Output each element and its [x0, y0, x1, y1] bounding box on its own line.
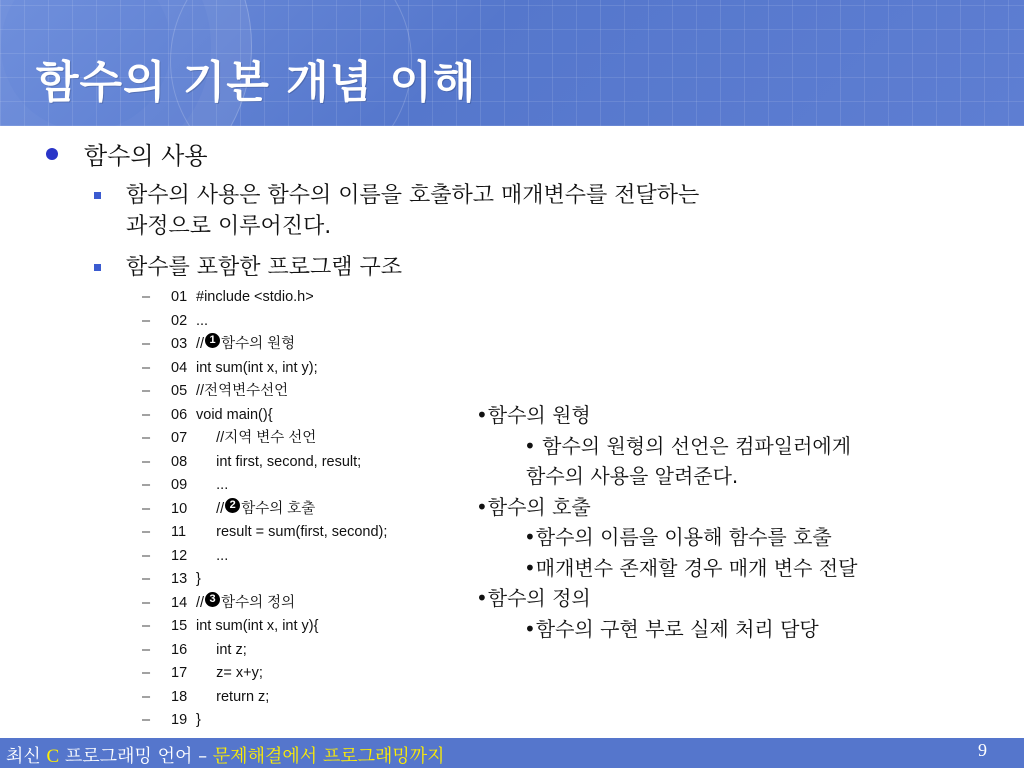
- line-number: 14: [171, 594, 188, 611]
- explanation-notes: [476, 400, 857, 644]
- code-line: [142, 474, 387, 498]
- code-text: int sum(int x, int y);: [196, 359, 318, 376]
- code-text: //: [196, 336, 205, 352]
- code-text: int sum(int x, int y){: [196, 618, 319, 634]
- dash-bullet-icon: –: [142, 430, 151, 446]
- note-prototype-desc1: • 함수의 원형의 선언은 컴파일러에게: [524, 433, 852, 458]
- line-number: 01: [171, 289, 188, 305]
- dash-bullet-icon: –: [142, 712, 151, 728]
- line-number: 03: [171, 336, 188, 352]
- code-line: [142, 521, 387, 545]
- line-number: 18: [171, 688, 188, 705]
- code-line: [142, 380, 387, 404]
- bullet-level1-text: 함수의 사용: [84, 142, 208, 170]
- bullet-level2-usage: [94, 180, 699, 242]
- code-line: [142, 451, 387, 475]
- line-number: 02: [171, 312, 188, 329]
- line-number: 16: [171, 641, 188, 658]
- line-number: 13: [171, 571, 188, 587]
- footer-c-letter: C: [46, 746, 60, 767]
- code-text: return z;: [196, 688, 270, 705]
- code-line: [142, 615, 387, 639]
- slide-title: 함수의 기본 개념 이해: [36, 57, 477, 108]
- dash-bullet-icon: –: [142, 359, 151, 376]
- dash-bullet-icon: –: [142, 336, 151, 352]
- page-number: 9: [978, 740, 987, 760]
- dash-bullet-icon: –: [142, 500, 151, 517]
- square-bullet-icon: [94, 192, 101, 199]
- code-listing: [142, 286, 387, 733]
- code-text: //: [196, 500, 225, 517]
- dash-bullet-icon: –: [142, 594, 151, 611]
- code-comment: 함수의 원형: [221, 336, 296, 352]
- bullet-dot-icon: [46, 148, 58, 160]
- dash-bullet-icon: –: [142, 641, 151, 658]
- step-number-badge: 2: [225, 498, 240, 513]
- note-definition-desc: •함수의 구현 부로 실제 처리 담당: [524, 616, 819, 641]
- code-line: [142, 686, 387, 710]
- usage-line2: 과정으로 이루어진다.: [126, 214, 332, 239]
- code-line: [142, 545, 387, 569]
- note-call: •함수의 호출: [476, 494, 591, 519]
- bullet-level2-structure: [94, 252, 402, 283]
- dash-bullet-icon: –: [142, 289, 151, 305]
- footer-prefix: 최신: [6, 746, 47, 767]
- code-text: result = sum(first, second);: [196, 524, 388, 540]
- code-line: [142, 404, 387, 428]
- dash-bullet-icon: –: [142, 406, 151, 423]
- dash-bullet-icon: –: [142, 688, 151, 705]
- dash-bullet-icon: –: [142, 571, 151, 587]
- code-text: int first, second, result;: [196, 453, 362, 470]
- note-prototype: •함수의 원형: [476, 403, 591, 427]
- line-number: 12: [171, 547, 188, 564]
- step-number-badge: 3: [205, 592, 220, 607]
- note-call-desc2: •매개변수 존재할 경우 매개 변수 전달: [524, 555, 858, 580]
- dash-bullet-icon: –: [142, 312, 151, 329]
- dash-bullet-icon: –: [142, 618, 151, 634]
- structure-text: 함수를 포함한 프로그램 구조: [126, 255, 403, 280]
- code-comment: 함수의 정의: [221, 594, 296, 611]
- usage-line1: 함수의 사용은 함수의 이름을 호출하고 매개변수를 전달하는: [126, 183, 700, 208]
- code-text: //지역 변수 선언: [196, 430, 317, 446]
- code-line: [142, 286, 387, 310]
- code-text: z= x+y;: [196, 665, 263, 681]
- step-number-badge: 1: [205, 333, 220, 348]
- line-number: 06: [171, 406, 188, 423]
- square-bullet-icon: [94, 264, 101, 271]
- code-line: [142, 427, 387, 451]
- code-text: int z;: [196, 641, 247, 658]
- code-comment: 함수의 호출: [241, 500, 316, 517]
- dash-bullet-icon: –: [142, 524, 151, 540]
- code-text: }: [196, 712, 201, 728]
- line-number: 08: [171, 453, 188, 470]
- code-line: [142, 709, 387, 733]
- bullet-level1: [44, 136, 208, 171]
- line-number: 17: [171, 665, 188, 681]
- line-number: 05: [171, 383, 188, 399]
- code-text: //: [196, 594, 205, 611]
- footer-middle: 프로그래밍 언어 –: [59, 746, 213, 767]
- code-line: [142, 639, 387, 663]
- code-line: [142, 662, 387, 686]
- code-text: //전역변수선언: [196, 383, 289, 399]
- dash-bullet-icon: –: [142, 383, 151, 399]
- dash-bullet-icon: –: [142, 477, 151, 493]
- note-call-desc1: •함수의 이름을 이용해 함수를 호출: [524, 525, 832, 549]
- note-prototype-desc2: 함수의 사용을 알려준다.: [526, 464, 739, 488]
- footer-text: [6, 742, 445, 768]
- code-text: }: [196, 571, 201, 587]
- code-line: [142, 592, 387, 616]
- line-number: 10: [171, 500, 188, 517]
- code-text: ...: [196, 547, 229, 564]
- code-line: [142, 498, 387, 522]
- code-text: void main(){: [196, 406, 273, 423]
- dash-bullet-icon: –: [142, 665, 151, 681]
- code-line: [142, 568, 387, 592]
- code-text: ...: [196, 477, 229, 493]
- code-line: [142, 333, 387, 357]
- code-text: ...: [196, 312, 209, 329]
- line-number: 04: [171, 359, 188, 376]
- line-number: 11: [171, 524, 187, 540]
- footer-bar: [0, 738, 1024, 768]
- dash-bullet-icon: –: [142, 453, 151, 470]
- code-text: #include <stdio.h>: [196, 289, 314, 305]
- code-line: [142, 310, 387, 334]
- note-definition: •함수의 정의: [476, 586, 591, 610]
- line-number: 15: [171, 618, 188, 634]
- title-banner: [0, 0, 1024, 126]
- line-number: 09: [171, 477, 188, 493]
- line-number: 07: [171, 430, 188, 446]
- dash-bullet-icon: –: [142, 547, 151, 564]
- code-line: [142, 357, 387, 381]
- footer-highlight: 문제해결에서 프로그래밍까지: [212, 746, 445, 767]
- line-number: 19: [171, 712, 188, 728]
